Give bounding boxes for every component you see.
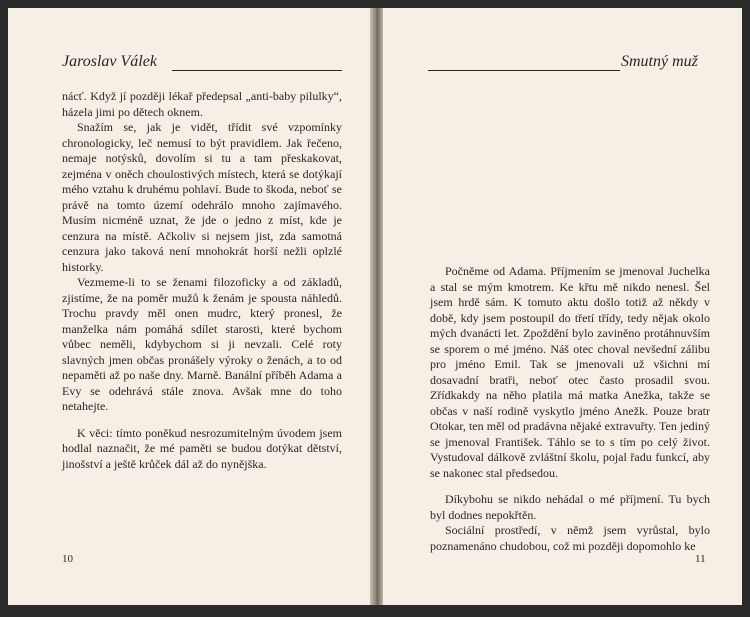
book-spine-gutter — [370, 8, 383, 605]
paragraph: K věci: tímto poněkud nesrozumitelným úvodem jsem hodlal naznačit, že mé paměti se budou dotýkat dětství, jinošství a ještě krůček dál až do nynějška. — [62, 425, 342, 471]
left-page — [8, 8, 370, 605]
page-number: 10 — [62, 553, 73, 565]
right-page-body — [430, 264, 710, 554]
running-header-author: Jaroslav Válek — [62, 53, 157, 70]
running-header-title: Smutný muž — [621, 53, 698, 70]
paragraph: Snažím se, jak je vidět, třídit své vzpomínky chronologicky, leč nemusí to být pravidlem. Jak řečeno, nemaje notýsků, dovolím si tu a tam přeskakovat, zejména v oněch choulostivých místech, která se dotýkají mého vztahu k druhému pohlaví. Bude to škoda, neboť se právě na tomto území odehrálo mnoho zajímavého. Musím nicméně uznat, že jde o jedno z míst, kde je cenzura na místě. Ačkoliv si nejsem jist, zda samotná cenzura jako taková není mnohokrát horší nežli oplzlé historky. — [62, 120, 342, 274]
header-rule — [172, 70, 342, 71]
header-rule — [428, 70, 620, 71]
paragraph: Díkybohu se nikdo nehádal o mé příjmení. Tu bych byl dodnes nepokřtěn. — [430, 492, 710, 522]
paragraph: Sociální prostředí, v němž jsem vyrůstal, bylo poznamenáno chudobou, což mi později dopomohlo ke — [430, 523, 710, 553]
right-page — [383, 8, 742, 605]
page-number: 11 — [695, 553, 706, 565]
paragraph: nácť. Když jí později lékař předepsal „anti-baby pilulky“, házela jimi po dětech oknem. — [62, 89, 342, 119]
paragraph: Počněme od Adama. Příjmením se jmenoval Juchelka a stal se mým kmotrem. Ke křtu mě nikdo nenesl. Šel jsem hrdě sám. K tomuto aktu došlo totiž až někdy v době, kdy jsem postoupil do třetí třídy, tedy nějak okolo mých dvanácti let. Zpoždění bylo zaviněno protáhnuvším se sporem o mé jméno. Náš otec choval nevšední zálibu pro jméno Emil. Tak se jmenovali už všichni mí dosavadní bratři, neboť otec často prosadil svou. Zřídkakdy na něho platila má matka Anežka, takže se občas v naší rodině vyskytlo jméno Anežk. Pouze bratr Otokar, ten měl od pradávna nějaké extravuřty. Ten jediný se jmenoval František. Táhlo se to s tím po celý život. Vystudoval dálkově zvláštní školu, pojal řadu funkcí, aby se nakonec stal předsedou. — [430, 264, 710, 480]
paragraph: Vezmeme-li to se ženami filozoficky a od základů, zjistíme, že na poměr mužů k ženám je spousta náhledů. Trochu pravdy měl onen mudrc, který pronesl, že manželka nám pomáhá sdílet starosti, které bychom vůbec neměli, kdybychom si ji nevzali. Celé roty slavných jmen občas pronášely výroky o ženách, a to od nepaměti až po naše dny. Marně. Banální příběh Adama a Evy se odehrává stále znova. Avšak mne do toho netahejte. — [62, 275, 342, 413]
left-page-body — [62, 89, 342, 472]
